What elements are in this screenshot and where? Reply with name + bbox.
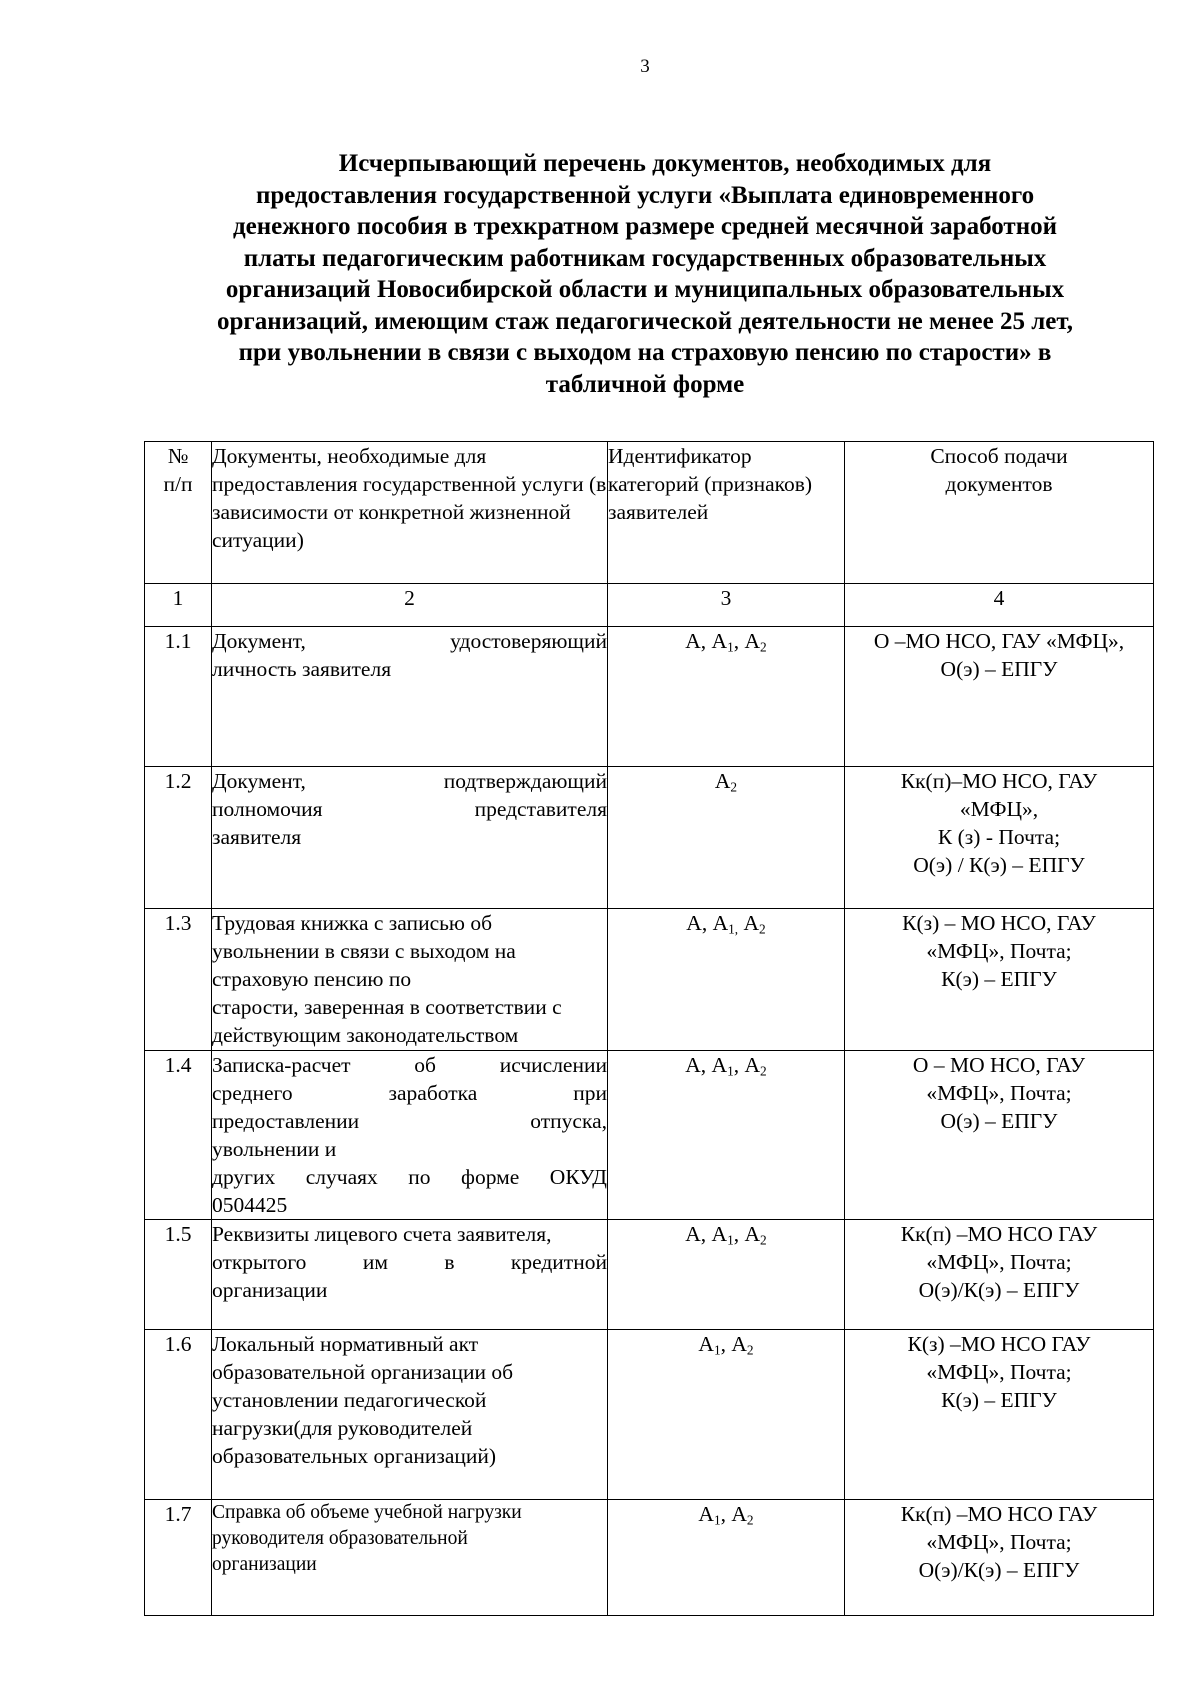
row-number: 1.6 <box>145 1330 212 1500</box>
submission-method <box>845 627 1154 767</box>
document-word: Записка-расчет <box>212 1053 351 1077</box>
category-identifier <box>608 627 845 767</box>
document-word: организации <box>212 1554 317 1575</box>
document-word: подтверждающий <box>443 769 607 793</box>
submission-line: О –МО НСО, ГАУ «МФЦ», <box>873 629 1125 653</box>
document-line <box>212 1051 607 1079</box>
document-line <box>212 1552 607 1578</box>
document-word: заявителя <box>212 825 302 849</box>
document-name <box>212 909 608 1051</box>
document-word: форме <box>461 1165 520 1189</box>
document-line <box>212 1220 607 1248</box>
column-number: 4 <box>845 584 1154 627</box>
document-word: нагрузки(для руководителей <box>212 1416 473 1440</box>
table-row <box>145 909 1154 1051</box>
category-part: А <box>738 911 760 935</box>
row-number: 1.5 <box>145 1220 212 1330</box>
document-word: увольнении в связи с выходом на <box>212 939 516 963</box>
category-part: 1 <box>727 639 734 655</box>
document-word: Документ, <box>212 629 306 653</box>
column-numbers-row <box>145 584 1154 627</box>
category-part: 1 <box>713 1342 721 1358</box>
document-line <box>212 1276 607 1304</box>
document-name <box>212 767 608 909</box>
category-identifier <box>608 767 845 909</box>
category-part: 2 <box>730 779 738 795</box>
table-row <box>145 627 1154 767</box>
submission-line: Кк(п) –МО НСО ГАУ <box>900 1502 1098 1526</box>
category-part: 1 <box>713 1512 721 1528</box>
document-word: исчислении <box>499 1053 607 1077</box>
document-line <box>212 1079 607 1107</box>
submission-method <box>845 1500 1154 1616</box>
document-word: действующим законодательством <box>212 1023 519 1047</box>
document-word: Справка об объеме учебной нагрузки <box>212 1502 522 1523</box>
document-word: старости, заверенная в соответствии с <box>212 995 562 1019</box>
document-line <box>212 1414 607 1442</box>
submission-method <box>845 1220 1154 1330</box>
submission-line: К (з) - Почта; <box>937 825 1061 849</box>
header-number: № п/п <box>145 442 212 584</box>
document-line <box>212 1358 607 1386</box>
submission-line: О(э)/К(э) – ЕПГУ <box>918 1278 1080 1302</box>
row-number: 1.7 <box>145 1500 212 1616</box>
submission-line: О(э) – ЕПГУ <box>940 657 1058 681</box>
document-line <box>212 627 607 655</box>
document-word: кредитной <box>510 1250 607 1274</box>
submission-method <box>845 1051 1154 1220</box>
category-part: 2 <box>759 921 766 937</box>
document-line <box>212 965 607 993</box>
title-line: платы педагогическим работникам государственных образовательных <box>243 244 1047 272</box>
header-category-id: Идентификатор категорий (признаков) заявителей <box>608 442 845 584</box>
title-line: Исчерпывающий перечень документов, необходимых для <box>338 150 992 177</box>
document-line <box>212 1135 607 1163</box>
title-line: табличной форме <box>545 370 745 398</box>
category-part: А, А <box>685 1222 728 1246</box>
submission-line: К(э) – ЕПГУ <box>941 1388 1057 1412</box>
document-word: увольнении и <box>212 1137 337 1161</box>
category-part: А <box>698 1332 714 1356</box>
submission-line: «МФЦ», Почта; <box>926 1081 1072 1105</box>
document-word: других <box>212 1165 276 1189</box>
category-part: А <box>698 1502 714 1526</box>
document-line <box>212 1191 607 1219</box>
submission-line: О – МО НСО, ГАУ <box>912 1053 1086 1077</box>
document-name <box>212 627 608 767</box>
document-word: установлении педагогической <box>212 1388 487 1412</box>
document-name <box>212 1330 608 1500</box>
submission-line: «МФЦ», Почта; <box>926 1250 1072 1274</box>
row-number: 1.3 <box>145 909 212 1051</box>
document-word: среднего <box>212 1081 293 1105</box>
submission-line: «МФЦ», Почта; <box>926 1360 1072 1384</box>
document-word: при <box>573 1081 607 1105</box>
row-number: 1.2 <box>145 767 212 909</box>
category-part: 2 <box>746 1512 754 1528</box>
submission-line: О(э) – ЕПГУ <box>940 1109 1058 1133</box>
document-word: Реквизиты лицевого счета заявителя, <box>212 1222 552 1246</box>
document-line <box>212 823 607 851</box>
submission-line: К(з) –МО НСО ГАУ <box>907 1332 1091 1356</box>
document-line <box>212 1386 607 1414</box>
category-identifier <box>608 1051 845 1220</box>
document-line <box>212 937 607 965</box>
submission-line: О(э) / К(э) – ЕПГУ <box>913 853 1085 877</box>
document-word: об <box>414 1053 436 1077</box>
table-row <box>145 1500 1154 1616</box>
category-part: А <box>714 769 731 793</box>
document-word: заработка <box>388 1081 478 1105</box>
submission-line: «МФЦ», Почта; <box>926 1530 1072 1554</box>
category-part: , А <box>733 1053 761 1077</box>
category-part: А, А <box>686 911 729 935</box>
document-word: по <box>408 1165 431 1189</box>
document-line <box>212 1330 607 1358</box>
document-line <box>212 795 607 823</box>
title-line: предоставления государственной услуги «Выплата единовременного <box>255 181 1035 209</box>
category-part: , А <box>733 629 761 653</box>
document-word: ОКУД <box>549 1165 607 1189</box>
category-identifier <box>608 1500 845 1616</box>
category-part: А, А <box>685 629 728 653</box>
category-part: 1 <box>727 1063 734 1079</box>
document-line <box>212 1442 607 1470</box>
category-part: 2 <box>760 639 767 655</box>
category-identifier <box>608 1330 845 1500</box>
document-word: открытого <box>212 1250 307 1274</box>
document-line <box>212 767 607 795</box>
submission-line: «МФЦ», Почта; <box>926 939 1072 963</box>
column-number: 3 <box>608 584 845 627</box>
document-word: в <box>444 1250 455 1274</box>
document-word: полномочия <box>212 797 323 821</box>
category-part: А, А <box>685 1053 728 1077</box>
column-number: 1 <box>145 584 212 627</box>
document-line <box>212 1021 607 1049</box>
submission-method <box>845 909 1154 1051</box>
document-word: 0504425 <box>212 1193 288 1217</box>
submission-method <box>845 767 1154 909</box>
document-word: руководителя образовательной <box>212 1528 468 1549</box>
document-word: предоставлении <box>212 1109 360 1133</box>
document-word: Трудовая книжка с записью об <box>212 911 493 935</box>
document-word: Документ, <box>212 769 306 793</box>
document-line <box>212 1163 607 1191</box>
submission-line: К(э) – ЕПГУ <box>941 967 1057 991</box>
header-documents: Документы, необходимые для предоставления государственной услуги (в зависимости от конкретной жизненной ситуации) <box>212 442 608 584</box>
document-word: представителя <box>474 797 607 821</box>
submission-method <box>845 1330 1154 1500</box>
document-word: организации <box>212 1278 328 1302</box>
document-word: личность заявителя <box>212 657 392 681</box>
submission-line: Кк(п) –МО НСО ГАУ <box>900 1222 1098 1246</box>
document-word: образовательных организаций) <box>212 1444 497 1468</box>
header-submission-method: Способ подачи документов <box>845 442 1154 584</box>
document-name <box>212 1051 608 1220</box>
title-line: денежного пособия в трехкратном размере средней месячной заработной <box>232 213 1058 240</box>
title-line: при увольнении в связи с выходом на страховую пенсию по старости» в <box>238 339 1052 366</box>
document-title <box>145 148 1145 400</box>
document-line <box>212 1248 607 1276</box>
submission-line: О(э)/К(э) – ЕПГУ <box>918 1558 1080 1582</box>
table-row <box>145 1220 1154 1330</box>
table-row <box>145 1051 1154 1220</box>
column-number: 2 <box>212 584 608 627</box>
category-part: 2 <box>746 1342 754 1358</box>
document-word: им <box>362 1250 388 1274</box>
document-line <box>212 655 607 683</box>
submission-line: К(з) – МО НСО, ГАУ <box>902 911 1096 935</box>
title-line: организаций Новосибирской области и муниципальных образовательных <box>225 276 1065 303</box>
document-word: случаях <box>305 1165 378 1189</box>
document-word: страховую пенсию по <box>212 967 412 991</box>
category-part: 2 <box>760 1232 767 1248</box>
table-header-row <box>145 442 1154 584</box>
category-part: 1, <box>728 921 739 937</box>
category-part: 2 <box>760 1063 767 1079</box>
document-name <box>212 1500 608 1616</box>
table-row <box>145 1330 1154 1500</box>
document-word: отпуска, <box>530 1109 607 1133</box>
table-row <box>145 767 1154 909</box>
page-number: 3 <box>640 56 650 77</box>
row-number: 1.1 <box>145 627 212 767</box>
document-line <box>212 1526 607 1552</box>
title-line: организаций, имеющим стаж педагогической деятельности не менее 25 лет, <box>216 307 1073 335</box>
document-line <box>212 1107 607 1135</box>
category-part: 1 <box>727 1232 734 1248</box>
documents-table <box>144 441 1154 1616</box>
category-identifier <box>608 909 845 1051</box>
document-line <box>212 993 607 1021</box>
category-part: , А <box>733 1222 761 1246</box>
document-word: удостоверяющий <box>450 629 607 653</box>
category-part: , А <box>720 1332 747 1356</box>
document-word: Локальный нормативный акт <box>212 1332 479 1356</box>
category-identifier <box>608 1220 845 1330</box>
document-name <box>212 1220 608 1330</box>
submission-line: Кк(п)–МО НСО, ГАУ <box>900 769 1098 793</box>
category-part: , А <box>720 1502 747 1526</box>
submission-line: «МФЦ», <box>959 797 1039 821</box>
document-word: образовательной организации об <box>212 1360 514 1384</box>
document-line <box>212 909 607 937</box>
row-number: 1.4 <box>145 1051 212 1220</box>
document-line <box>212 1500 607 1526</box>
